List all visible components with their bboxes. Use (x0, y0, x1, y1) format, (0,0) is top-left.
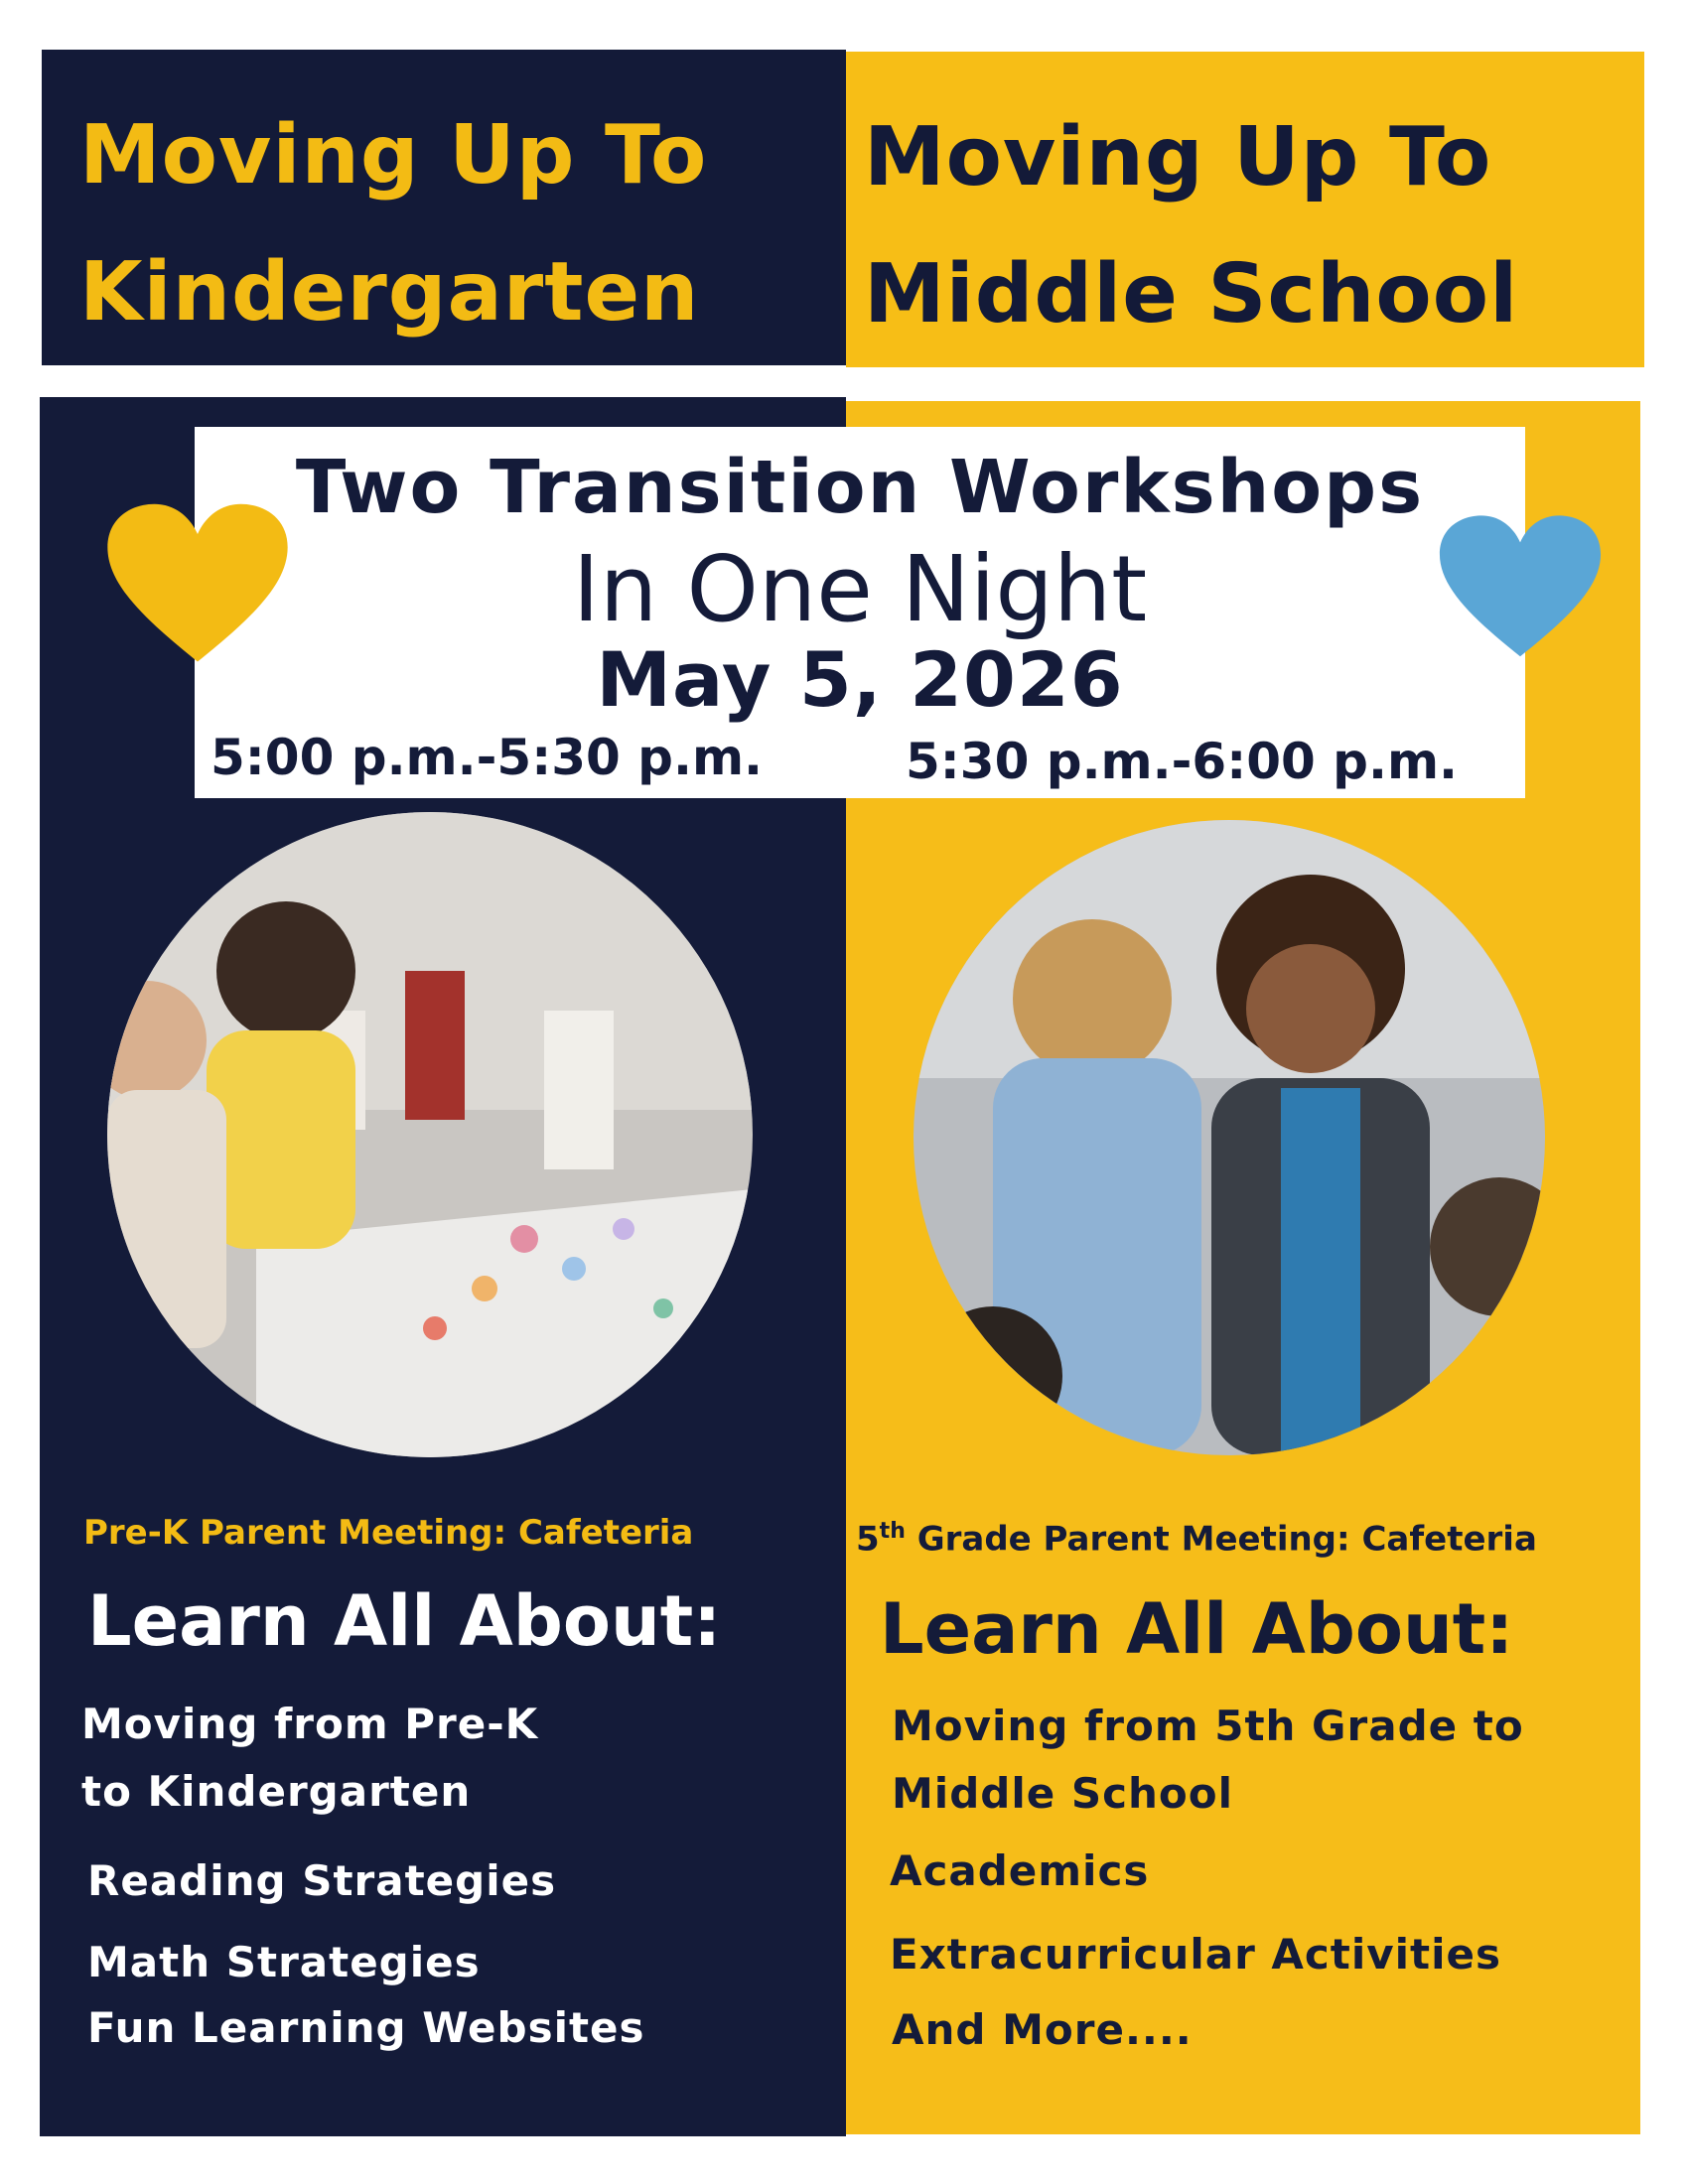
list-item: to Kindergarten (81, 1767, 472, 1816)
title-block-middle-school (846, 52, 1644, 367)
heart-icon (1436, 512, 1624, 681)
time-middle-school: 5:30 p.m.-6:00 p.m. (906, 733, 1459, 790)
heart-icon (103, 500, 292, 669)
meeting-location-prek: Pre-K Parent Meeting: Cafeteria (83, 1513, 694, 1553)
title-kindergarten: Moving Up To Kindergarten (79, 108, 708, 340)
title-middle-school: Moving Up To Middle School (864, 110, 1519, 341)
middle-school-students-photo (914, 820, 1545, 1455)
list-item: Moving from Pre-K (81, 1700, 539, 1748)
list-item: Fun Learning Websites (87, 2003, 645, 2052)
meeting-location-5th-grade: 5th Grade Parent Meeting: Cafeteria (856, 1519, 1537, 1560)
list-item: Math Strategies (87, 1938, 481, 1986)
event-banner (195, 427, 1525, 798)
time-kindergarten: 5:00 p.m.-5:30 p.m. (211, 729, 764, 786)
list-item: And More.... (892, 2005, 1193, 2054)
banner-subheadline: In One Night (572, 536, 1148, 642)
list-item: Academics (890, 1846, 1150, 1895)
banner-headline: Two Transition Workshops (295, 445, 1425, 530)
list-item: Moving from 5th Grade to (892, 1702, 1524, 1750)
list-item: Extracurricular Activities (890, 1930, 1502, 1979)
list-item: Reading Strategies (87, 1856, 557, 1905)
title-block-kindergarten (42, 50, 846, 365)
learn-heading-5th-grade: Learn All About: (880, 1588, 1514, 1670)
preschool-children-photo (107, 812, 753, 1457)
learn-heading-prek: Learn All About: (87, 1580, 722, 1662)
list-item: Middle School (892, 1769, 1233, 1818)
event-date: May 5, 2026 (596, 635, 1124, 724)
